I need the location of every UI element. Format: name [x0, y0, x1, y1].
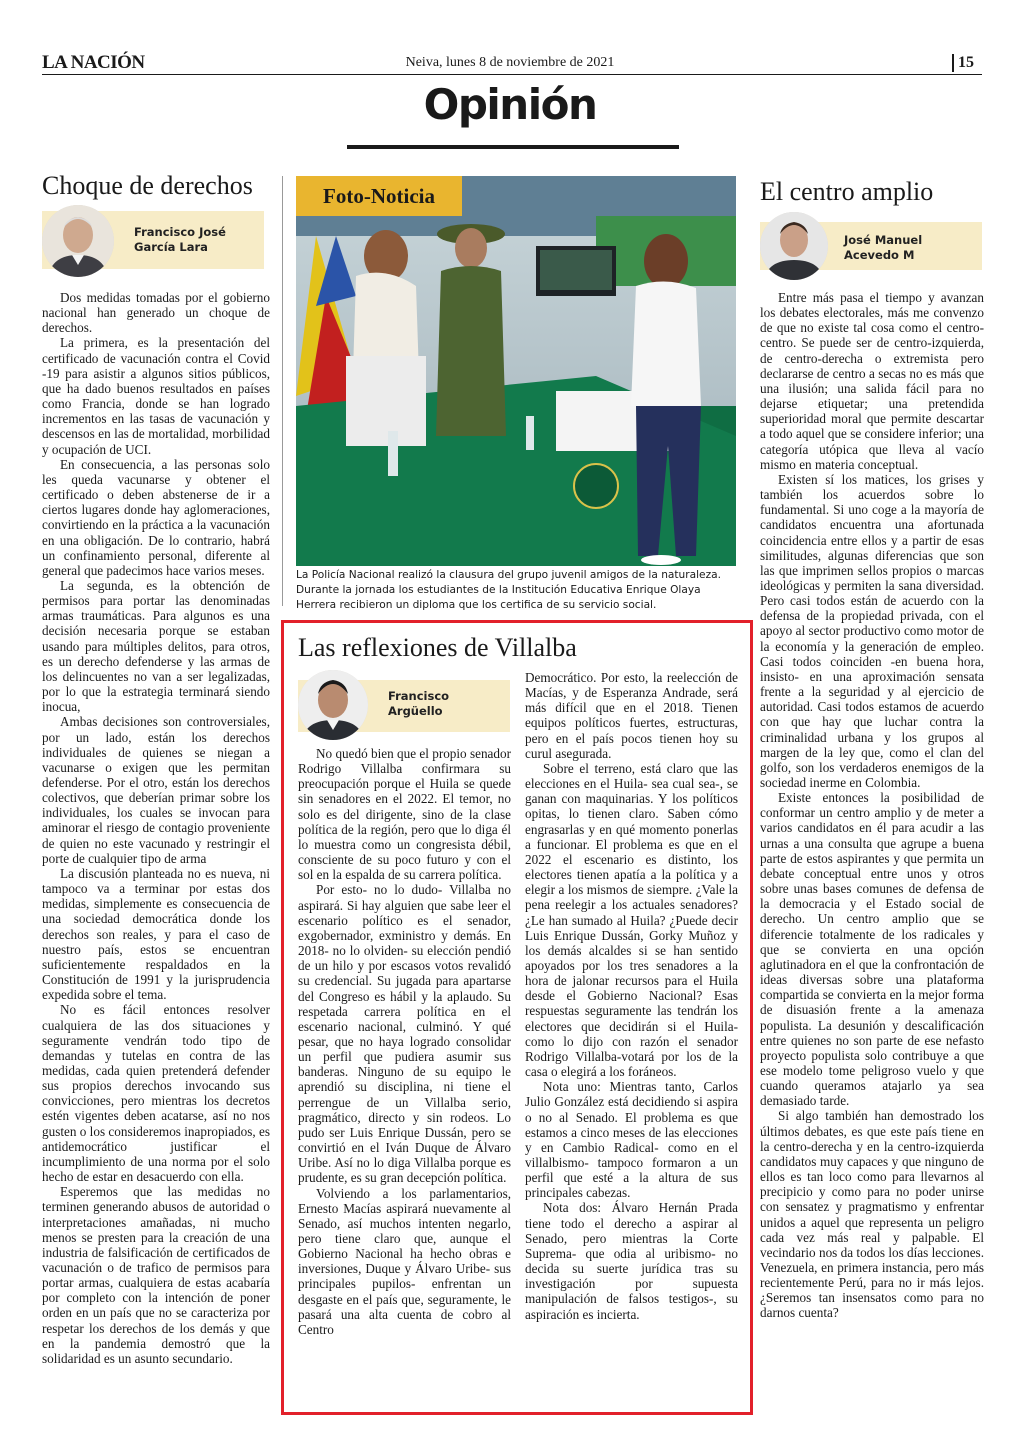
portrait-icon [298, 670, 368, 740]
news-photo [296, 176, 736, 566]
left-article-body [42, 290, 270, 1366]
center-author-box [298, 680, 510, 732]
paragraph: En consecuencia, a las personas solo les queda vacunarse y obtener el certificado o deben abstenerse de ir a ciertos lugares donde hay aglomeraciones, convirtiendo en la práctica a la vacunación en una obligación. De lo contrario, habrá un confinamiento personal, diferente al general que padecimos hace varios meses. [42, 456, 270, 578]
center-article-body-col2 [525, 670, 738, 1322]
right-column-title: El centro amplio [760, 177, 934, 206]
ceremony-photo-icon [296, 176, 736, 566]
paragraph: Esperemos que las medidas no terminen generando abusos de autoridad o interpretaciones amañadas, ni mucho menos se presten para la creación de una industria de falsificación de certificados de vacunación o de trafico de permisos para portar armas, cualquiera de estas acabaría por completo con la intención de poner orden en un país que no se caracteriza por respetar los derechos de los demás y que en la pandemia demostró que la solidaridad es un asunto secundario. [42, 1184, 270, 1366]
paragraph: La discusión planteada no es nueva, ni tampoco va a terminar por estas dos medidas, simplemente es consecuencia de una sociedad democrática donde los derechos son reales, y para el caso de nuestro país, estos se encuentran suficientemente respaldados en la Constitución de 1991 y la jurisprudencia expedida sobre el tema. [42, 865, 270, 1003]
center-article-body-col1 [298, 746, 511, 1337]
paragraph: Existen sí los matices, los grises y también los acuerdos sobre lo fundamental. Si uno coge a la mayoría de candidatos encuentra una afortunada coincidencia entre ellos y a partir de esas similitudes, algunas diferencias que son las que imprimen sellos propios o marcas ideológicas y permiten la sana diversidad. Pero casi todos están de acuerdo con la defensa de la propiedad privada, con el apoyo al sector productivo como motor de la economía y la generación de empleo. Casi todos coinciden -en buena hora, insisto- en una aproximación sensata frente a la seguridad y al ejercicio de autoridad. Casi todos estamos de acuerdo con que hay que luchar contra la criminalidad urbana y los grupos al margen de la ley que, como el clan del golfo, son los verdaderos enemigos de la sociedad inerme en Colombia. [760, 471, 984, 790]
paragraph: Si algo también han demostrado los últimos debates, es que este país tiene en la centro-derecha y en la centro-izquierda candidatos muy capaces y que ninguno de ellos es tan loco como para llevarnos al precipicio y como para no poder unirse con sensatez y pragmatismo y enfrentar unidos a aquel que representa un peligro cada vez más real y palpable. El vecindario nos da todos los días lecciones. Venezuela, en primera instancia, pero más recientemente Perú, para no ir más lejos. ¿Seremos tan insensatos como para no darnos cuenta? [760, 1108, 984, 1321]
paragraph: Nota uno: Mientras tanto, Carlos Julio González está decidiendo si aspira o no al Senado. El problema es que estamos a cinco meses de las elecciones y en Cambio Radical- como en el villalbismo- tampoco formaron a un perfil que esté a la altura de sus principales cabezas. [525, 1079, 738, 1201]
paragraph: Entre más pasa el tiempo y avanzan los debates electorales, más me convenzo de que no existe tal cosa como el centro-centro. Se puede ser de centro-izquierda, de centro-derecha o extremista pero declararse de centro a secas no es más que una ilusión; una salida fácil para no dejarse etiquetar; una pretendida superioridad moral que permite descartar a todo aquel que se considere inferior; una categoría utópica que lleva al vacío mismo en materia conceptual. [760, 290, 984, 472]
portrait-icon [42, 205, 114, 277]
center-author-avatar [298, 670, 368, 740]
paragraph: Existe entonces la posibilidad de conformar un centro amplio y de meter a varios candidatos en él para acudir a las urnas a una consulta que agrupe a buena parte de estos aspirantes y que permita un debate conceptual entre unos y otros sobre unas bases comunes de defensa de la democracia y el Estado social de derecho. Un centro amplio que se diferencie totalmente de los radicales y que se convierta en una opción aglutinadora en el que la confrontación de ideas diversas sobre una plataforma compartida se convierta en la mejor forma de disuasión frente a la amenaza populista. La desunión y descalificación entre quienes no son parte de ese nefasto proyecto populista solo contribuye a que ese modelo tome peligroso vuelo y que cuando queramos atajarlo ya sea demasiado tarde. [760, 790, 984, 1109]
paragraph: Por esto- no lo dudo- Villalba no aspirará. Si hay alguien que sabe leer el escenario político es el senador, exgobernador, exministro y demás. En 2018- no lo olviden- su elección pendió de un hilo y por escasos votos revalidó su credencial. Su jugada para apartarse del Congreso es hábil y la aplaudo. Su respetada carrera política en el escenario nacional, culminó. Y qué pesar, que no haya logrado consolidar un perfil que pudiera asumir sus banderas. Ninguno de su equipo le aprendió su disciplina, ni tiene el perrengue de un Villalba serio, pragmático, directo y sin rodeos. Lo pudo ser Luis Enrique Dussán, pero se convirtió en el Iván Duque de Álvaro Uribe. Así no lo diga Villalba porque es prudente, es su gran decepción política. [298, 882, 511, 1186]
paragraph: La segunda, es la obtención de permisos para portar las denominadas armas traumáticas. Para algunos es una decisión necesaria porque se estaban usando para múltiples delitos, para otros, es un derecho defenderse y las armas de los delincuentes no van a ser legalizadas, por lo que la estrategia terminará siendo inocua, [42, 577, 270, 715]
center-author-name: Francisco Argüello [388, 689, 450, 718]
photo-caption: La Policía Nacional realizó la clausura del grupo juvenil amigos de la naturaleza. Durante la jornada los estudiantes de la Institución Educativa Enrique Olaya Herrera recibieron un diploma que los certifica de su servicio social. [296, 569, 721, 611]
paragraph: La primera, es la presentación del certificado de vacunación contra el Covid -19 para asistir a algunos sitios públicos, que ha dado buenos resultados en países como Francia, donde se han logrado incrementos en las tasas de vacunación y descensos en las de mortalidad, morbilidad y ocupación de UCI. [42, 335, 270, 457]
section-rule [347, 145, 679, 149]
portrait-icon [760, 212, 828, 280]
header-rule [42, 74, 982, 75]
page-number: 15 [952, 54, 974, 72]
paragraph: Nota dos: Álvaro Hernán Prada tiene todo el derecho a aspirar al Senado, pero mientras la Corte Suprema- que odia al uribismo- no decida su suerte jurídica tras su investigación por supuesta manipulación de falsos testigos-, su aspiración es incierta. [525, 1200, 738, 1322]
left-author-avatar [42, 205, 114, 277]
paragraph: Volviendo a los parlamentarios, Ernesto Macías aspirará nuevamente al Senado, así muchos intenten negarlo, pero tiene claro que, aunque el Gobierno Nacional ha hecho obras e inversiones, Duque y Álvaro Uribe- sus principales pupilos- enfrentan un desgaste en el país que, seguramente, le pasará una alta cuenta de cobro al Centro [298, 1185, 511, 1337]
paragraph: No es fácil entonces resolver cualquiera de las dos situaciones y seguramente vendrán todo tipo de demandas y tutelas en contra de las medidas, cada quien pretenderá defender sus propios derechos invocando sus convicciones, pero mientras los decretos estén vigentes deben acatarse, así no nos gusten o los consideremos inapropiados, es antidemocrático justificar el incumplimiento de una norma por el solo hecho de estar en desacuerdo con ella. [42, 1002, 270, 1185]
paragraph: Ambas decisiones son controversiales, por un lado, están los derechos individuales de quienes se niegan a vacunarse o exigen que les permitan defenderse. Por el otro, están los derechos colectivos, que deberían primar sobre los individuales, los cuales se invocan para aminorar el riesgo de contagio proveniente de quien no este vacunado y restringir el porte de cualquier tipo de arma [42, 714, 270, 866]
right-article-body [760, 290, 984, 1321]
center-article-title: Las reflexiones de Villalba [298, 633, 577, 662]
right-author-avatar [760, 212, 828, 280]
paragraph: Dos medidas tomadas por el gobierno nacional han generado un choque de derechos. [42, 290, 270, 336]
newspaper-logo: LA NACIÓN [42, 52, 145, 73]
left-author-box [42, 211, 264, 269]
column-divider [282, 176, 283, 606]
left-author-name: Francisco José García Lara [134, 225, 226, 254]
right-author-box [760, 222, 982, 270]
photo-news-badge: Foto-Noticia [296, 176, 462, 216]
left-column-title: Choque de derechos [42, 171, 253, 200]
right-author-name: José Manuel Acevedo M [844, 233, 923, 262]
paragraph: Democrático. Por esto, la reelección de Macías, y de Esperanza Andrade, será más difícil que en el 2018. Tienen equipos políticos fuertes, estructuras, pero en el país pocos tienen hoy su curul asegurada. [525, 670, 738, 761]
issue-date: Neiva, lunes 8 de noviembre de 2021 [405, 55, 615, 70]
section-title: Opinión [423, 80, 597, 129]
paragraph: No quedó bien que el propio senador Rodrigo Villalba confirmara su preocupación porque el Huila se quede sin senadores en el 2022. El temor, no solo es del dirigente, sino de la clase política de la región, pero que lo diga él lo muestra como un congresista débil, consciente de su poco futuro y con el sol en la espalda de su carrera política. [298, 746, 511, 883]
paragraph: Sobre el terreno, está claro que las elecciones en el Huila- sea cual sea-, se ganan con maquinarias. Y los políticos opitas, lo tienen claro. Saben cómo engrasarlas y en qué momento ponerlas a funcionar. El problema es que en el 2022 el escenario es distinto, los electores tienen apatía a la política y a elegir a los mismos de siempre. ¿Vale la pena reelegir a los actuales senadores? ¿Le han sumado al Huila? ¿Puede decir Luis Enrique Dussán, Gorky Muñoz y los demás alcaldes si se han sentido apoyados por los tres senadores a la hora de jalonar recursos para el Huila desde el Gobierno Nacional? Esas respuestas seguramente las tendrán los electores que decidirán si el Huila- como lo dijo con razón el senador Rodrigo Villalba-votará por los de la casa o elegirá a los foráneos. [525, 760, 738, 1080]
